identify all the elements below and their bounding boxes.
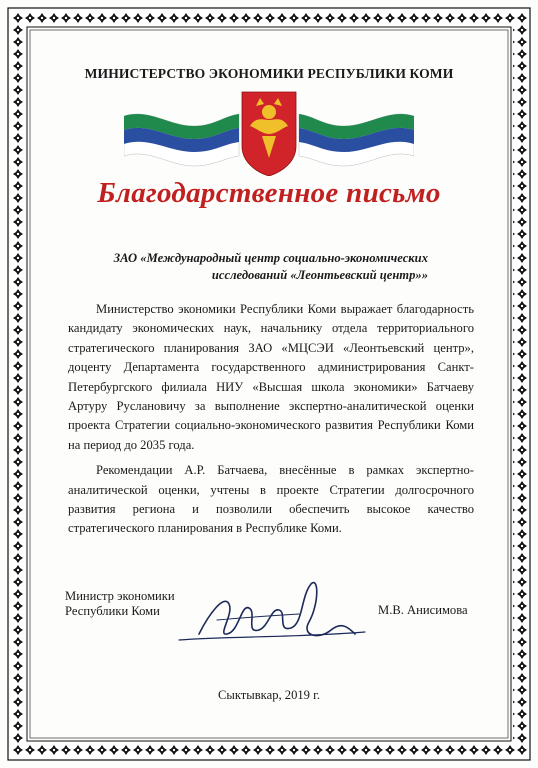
signer-name: М.В. Анисимова	[378, 603, 468, 617]
place-and-date: Сыктывкар, 2019 г.	[217, 688, 321, 702]
letter-body	[68, 300, 474, 545]
document-title: Благодарственное письмо	[97, 177, 441, 209]
komi-coat-of-arms-icon	[124, 86, 414, 176]
signer-position-line-1: Министр экономики	[65, 589, 175, 603]
organization-line-1: ЗАО «Международный центр социально-экономических	[113, 251, 428, 265]
paragraph-gratitude: Министерство экономики Республики Коми выражает благодарность кандидату экономических наук, начальнику отдела территориального стратегического планирования ЗАО «МЦСЭИ «Леонтьевский центр», доценту Департамента государственного администрирования Санкт-Петербургского филиала НИУ «Высшая школа экономики» Батчаеву Артуру Руслановичу за выполнение экспертно-аналитической оценки проекта Стратегии социально-экономического развития Республики Коми на период до 2035 года.	[68, 302, 474, 452]
certificate-content	[34, 34, 504, 734]
ministry-header: МИНИСТЕРСТВО ЭКОНОМИКИ РЕСПУБЛИКИ КОМИ	[84, 66, 454, 81]
organization-line-2: исследований «Леонтьевский центр»»	[211, 268, 428, 282]
signer-position	[65, 589, 175, 618]
organization-name	[92, 250, 452, 284]
signer-position-line-2: Республики Коми	[65, 603, 160, 618]
handwritten-signature	[169, 574, 369, 654]
paragraph-recommendations: Рекомендации А.Р. Батчаева, внесённые в рамках экспертно-аналитической оценки, учтены в проекте Стратегии долгосрочного развития региона и позволили обеспечить высокое качество стратегического планирования в Республике Коми.	[68, 463, 474, 536]
